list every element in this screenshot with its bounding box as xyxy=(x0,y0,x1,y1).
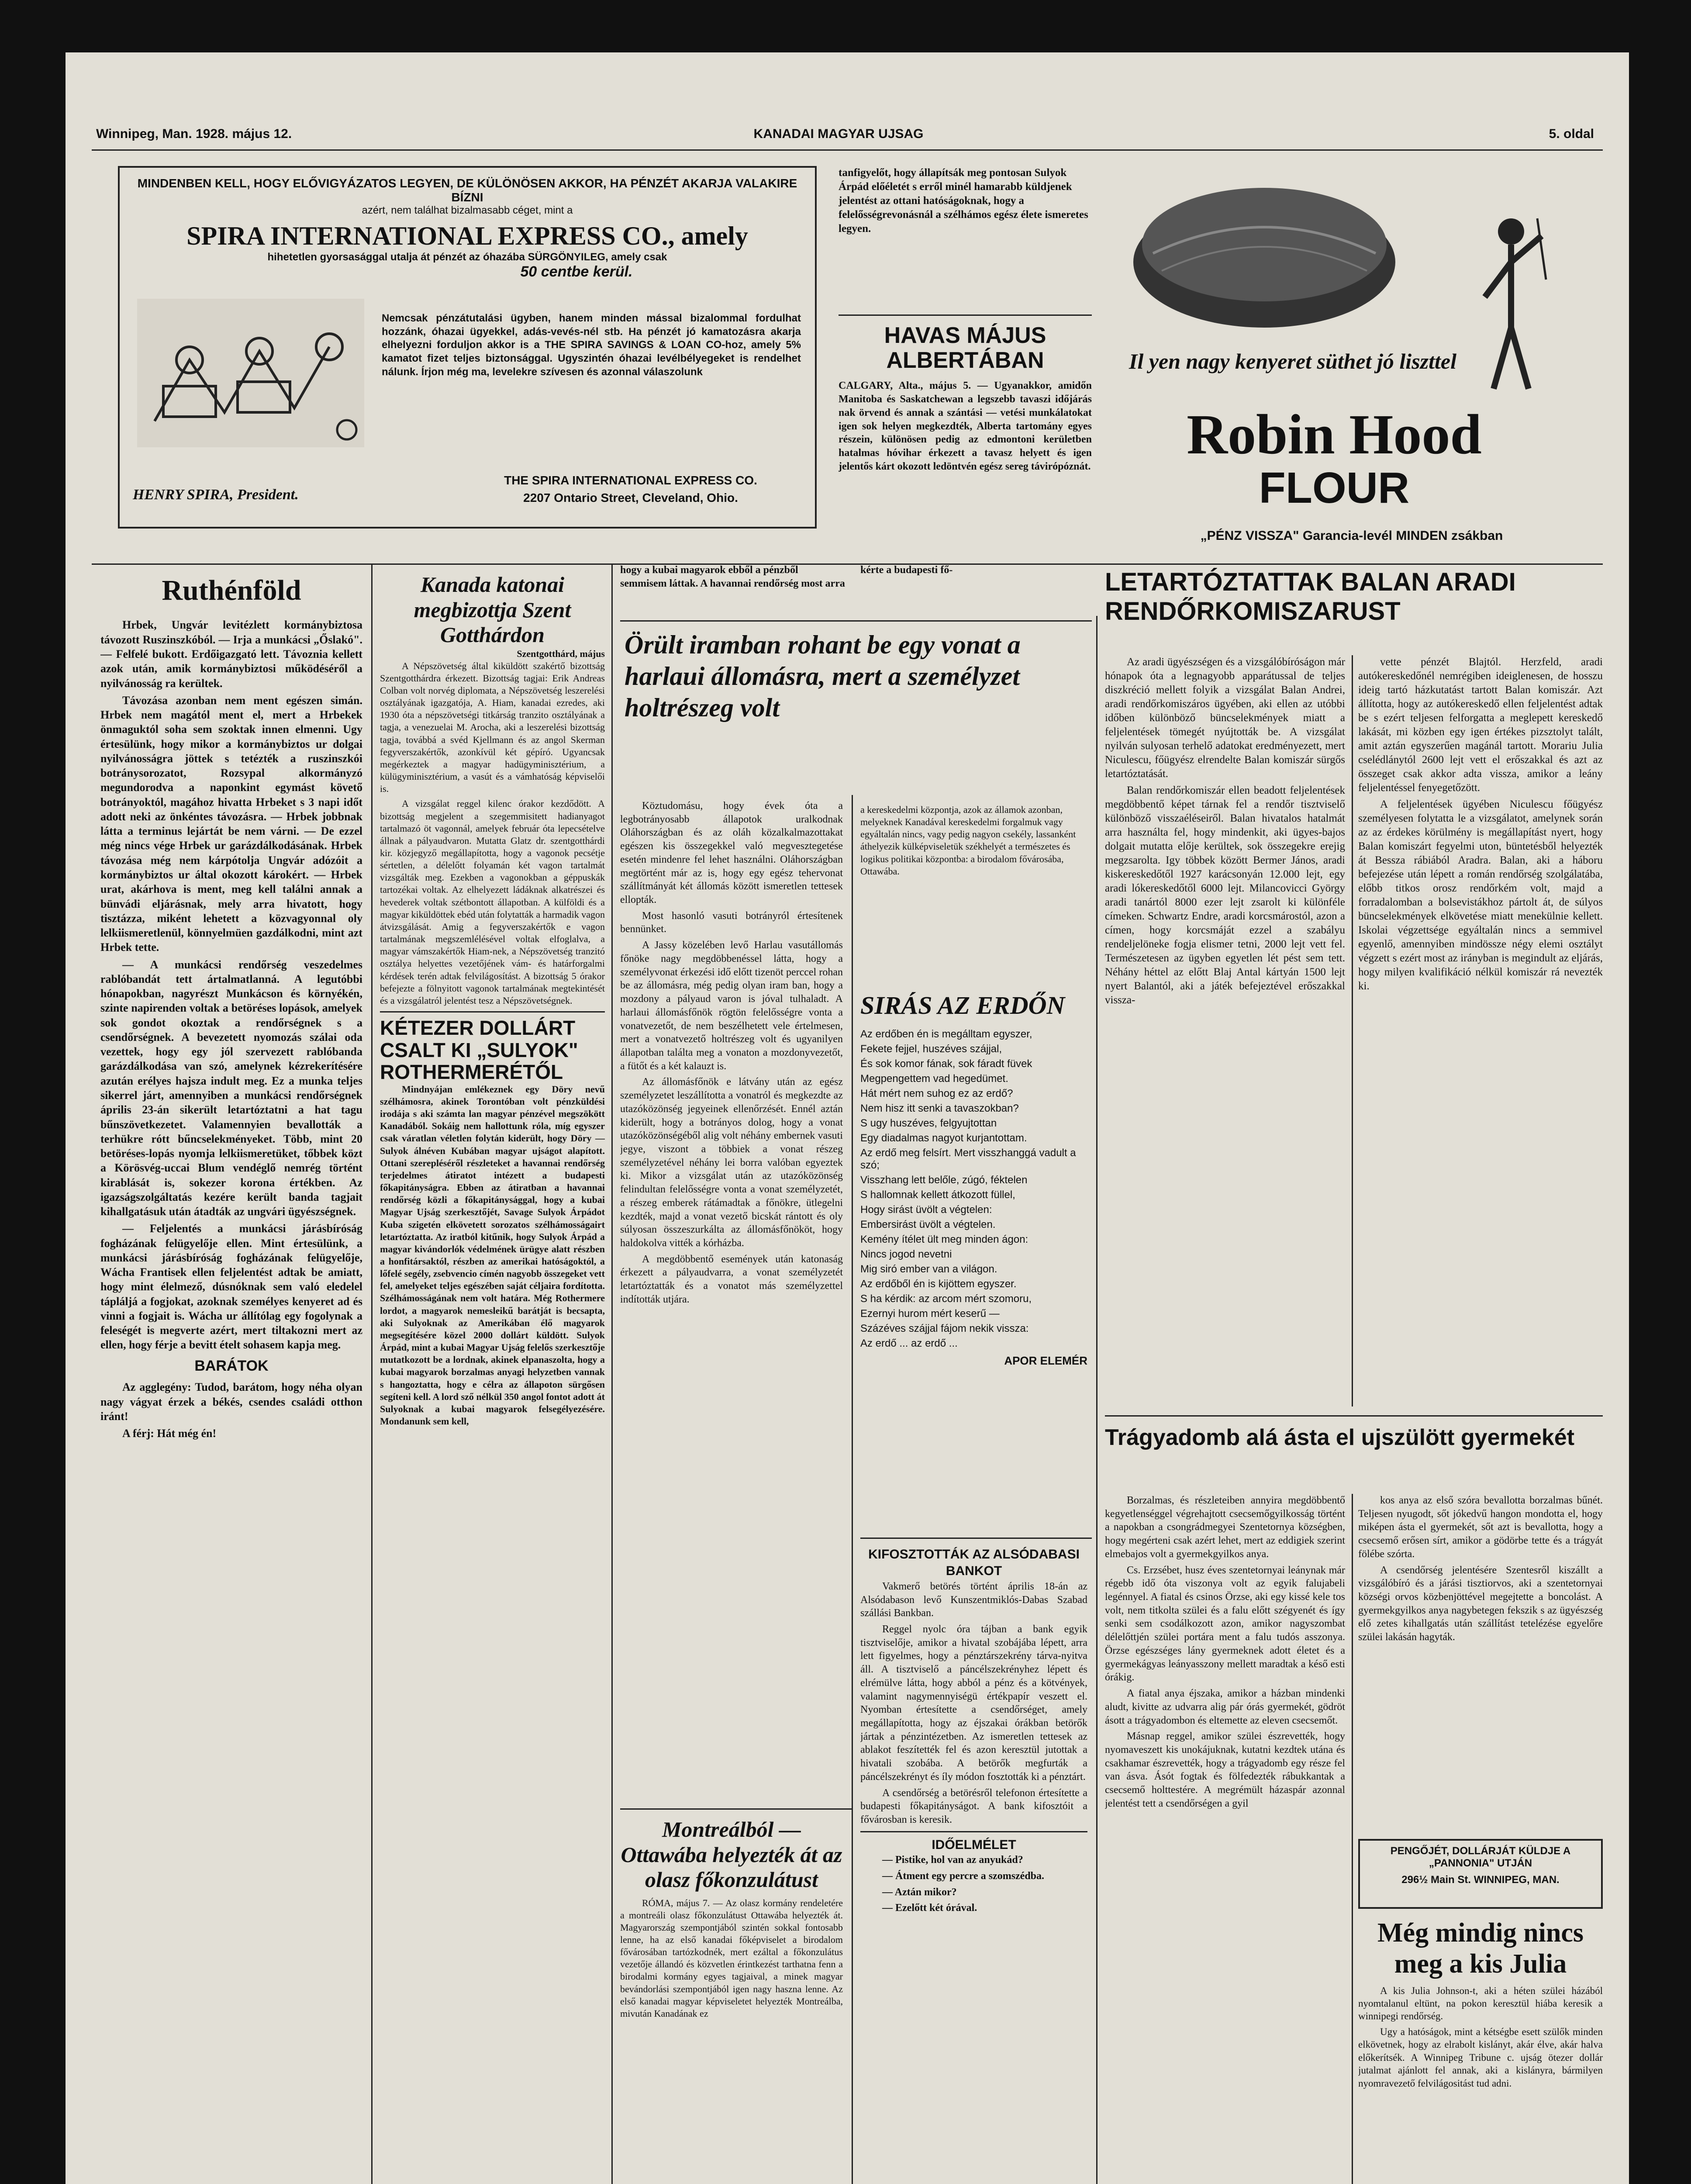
dory-continued: hogy a kubai magyarok ebből a pénzből semmisem láttak. A havannai rendőrség most arra kérte a budapesti fő- xyxy=(620,564,953,589)
ruthen-para-4: — Feljelentés a munkácsi járásbíróság fogházának felügyelője ellen. Mint értesülünk, a munkácsi járásbíróság fogházának felügyelője, Wácha Frantisek ellen feljelentést adtak be amiatt, hogy mint élelmező, dúsnóknak sem való eledelel tápláljá a fogjokat, azoknak személyes kenyeret ad és vinni a fogjait is. Wácha ur állítólag egy fogolynak a feleségét is megverte azért, mert tiltakozni mert az ellen, hogy férje a bevitt ételt sohasem kapja meg. xyxy=(100,1222,362,1351)
baratok-line-1: Az agglegény: Tudod, barátom, hogy néha olyan nagy vágyat érzek a békés, csendes családi otthon iránt! xyxy=(100,1381,362,1423)
rule xyxy=(620,620,1092,622)
masthead-page: 5. oldal xyxy=(1549,127,1594,141)
archer-illustration xyxy=(1467,210,1555,397)
ruthen-para-1: Hrbek, Ungvár levitézlett kormánybiztosa távozott Ruszinszkóból. — Irja a munkácsi „Őslakó". — Felfelé bukott. Erdőigazgató lett. Távoznia kellett azok után, amik kormánybiztosi működéséről a nyilvánosság ra kerültek. xyxy=(100,619,362,690)
spira-company: SPIRA INTERNATIONAL EXPRESS CO., amely xyxy=(186,221,748,250)
bank-para-1: Vakmerő betörés történt április 18-án az Alsódabason levő Kunszentmiklós-Dabas Szabad szállási Bankban. xyxy=(860,1580,1087,1619)
ruthen-article xyxy=(100,572,362,2184)
masthead-rule xyxy=(92,149,1603,151)
rule xyxy=(1105,1415,1603,1417)
spira-price: 50 centbe kerül. xyxy=(520,263,633,280)
bank-para-2: Reggel nyolc óra tájban a bank egyik tisztviselője, amikor a hivatal szobájába lépett, arra lett figyelmes, hogy a pénztárszekrény tárva-nyitva áll. A tisztviselő a páncélszekrényhez lépett és elrémülve látta, hogy abból a pénz és a kötvények, valamint nagymennyiségü értékpapír veszett el. Nyomban értesítette a csendőrséget, amely megállapította, hogy az éjszakai órákban betörők jártak a pénzintézetben. Az ismeretlen tettesek az ablakot feszítették fel és azon keresztül jutottak a hivatali szobába. A betörők megfurták a páncélszekrényt és íly módon fosztották ki a pénztárt. xyxy=(860,1623,1087,1783)
column-rule xyxy=(611,563,613,2184)
gotthard-para-2: A vizsgálat reggel kilenc órakor kezdődött. A bizottság megjelent a szegemmisitett hadianyagot tartalmazó öt vagonnál, amelyek február óta lepecsételve állnak a pályaudvaron. Mutatta Glatz dr. szentgotthárdi kir. közjegyző megállapította, hogy a vagonok pecsétje sértetlen, a délelőtt folyamán két vagon tartalmát vizsgálták meg. Ezekben a vagonokban a géppuskák tartozékai voltak. Az elhelyezett ládáknak alkatrészei és hevederek voltak szétbontott állapotban. A külföldi és a magyar kiküldöttek ebéd után folytatták a harmadik vagon átvizsgálását. Amig a fegyverszakértők e vagon tartalmának megszemlélésével voltak elfoglalva, a magyar vámszakértők Hiam-nek, a Népszövetség tranzitó osztálya helyettes vezetőjének vám- és határforgalmi kérdések terén adtak felvilágosítást. A bizottság 5 órakor befejezte a fölnyitott vagonok tartalmának megtekintését és a vizsgálatról jelentést tesz a Népszövetségnek. xyxy=(380,798,605,1006)
bank-article xyxy=(860,1546,1087,2140)
idoelmelet-line-3: — Aztán mikor? xyxy=(882,1886,957,1898)
julia-title: Még mindig nincs meg a kis Julia xyxy=(1377,1918,1584,1979)
poem-line: Ezernyi hurom mért keserű — xyxy=(860,1307,1000,1320)
robin-flour: FLOUR xyxy=(1259,463,1410,512)
tragyadomb-para-6: A csendőrség jelentésére Szentesről kiszállt a vizsgálóbíró és a járási tisztiorvos, aki a szentetornyai községi orvos közbenjöttével megejtette a boncolást. A gyermekgyilkos anya nagybetegen fekszik s az ügyészség elő zetes kihallgatás után szállítást tetelézése egyelőre szülei lakásán hagyták. xyxy=(1358,1564,1603,1643)
siras-author: APOR ELEMÉR xyxy=(1004,1354,1087,1367)
orult-para-5: A megdöbbentő események után katonaság érkezett a pályaudvarra, a vonat személyzetét letartóztatták és a vonatot más személyzettel indították utjára. xyxy=(620,1253,843,1305)
balan-para-1: Az aradi ügyészségen és a vizsgálóbíróságon már hónapok óta a legnagyobb apparátussal de teljes diszkréció mellett folyik a vizsgálat Balan Andrei, aradi rendőrkomiszáros ügyében, aki ellen az utóbbi időben különböző büncselekmények miatt a feljelentések tömegét nyújtották be. A vizsgálat nyilván sulyosan terhelő adatokat eredményezett, mert Niculescu, főügyész elrendelte Balan komiszár sürgős letartóztatását. xyxy=(1105,656,1345,780)
tragyadomb-col2 xyxy=(1358,1494,1603,1830)
robin-brand: Robin Hood xyxy=(1187,403,1482,466)
gotthard-dateline: Szentgotthárd, május xyxy=(517,648,605,659)
gotthard-para-1: A Népszövetség által kiküldött szakértő bizottság Szentgotthárdra érkezett. Bizottság tagjai: Erik Andreas Colban volt norvég diplomata, a Népszövetség leszerelési osztályának igazgatója, A. Hiam, kanadai ezredes, aki 1930 óta a népszövetségi titkárság tranzito osztályának a tagja, a venezuelai M. Arocha, aki a leszerelési bizottság tagja, továbbá a svéd Kjellmann és az angol Skerman fegyverszakértők, azonkívül két gépíró. Ugyancsak megérkeztek a magyar hadügyminisztérium, a külügyminisztérium, a vasút és a vámhatóság képviselői is. xyxy=(380,660,605,795)
poem-line: Az erdőből én is kijöttem egyszer. xyxy=(860,1278,1017,1290)
rule xyxy=(860,1831,1087,1832)
idoelmelet-line-1: — Pistike, hol van az anyukád? xyxy=(882,1854,1023,1866)
ruthen-para-2: Távozása azonban nem ment egészen simán. Hrbek nem magától ment el, mert a Hrbekek önmaguktól soha sem szoktak innen elmenni. Ugy értesülünk, hogy mikor a kormánybiztos ur dolgai nyilvánosságra jöttek s tetézték a ruszinszkói botránysorozatot, Rozsypal alkormányzó megundorodva a naponkint egymást követő botrányoktól, magához hivatta Hrbeket s 3 napi időt adott neki az önkéntes távozásra. — Hrbek jobbnak látta a terminus lejártát be nem várni. — De ezzel még nincs vége Hrbek ur garázdálkodásának. Hrbek távozása még nem kárpótolja Ungvár adózóit a kormánybiztos ur által okozott károkért. — Hrbek urat, akárhova is ment, meg kell találni annak a bünvádi eljárásnak, mely arra hivatott, hogy tisztázza, miként lehetett a közvagyonnal oly lelkiismeretlenül, könnyelmüen gazdálkodni, mint azt Hrbek tette. xyxy=(100,694,362,954)
sulyok-continued: tanfigyelőt, hogy állapítsák meg pontosan Sulyok Árpád előéletét s erről minél hamarabb küldjenek jelentést az ottani hatóságoknak, hogy a felelősségrevonásnál a szélhámos egész élete ismeretes legyen. xyxy=(839,167,1088,235)
julia-para-1: A kis Julia Johnson-t, aki a héten szülei házából nyomtalanul eltünt, na pokon keresztül hiába keresik a winnipegi rendőrség. xyxy=(1358,1985,1603,2022)
tragyadomb-para-4: Másnap reggel, amikor szülei észrevették, hogy nyomaveszett kis unokájuknak, kutatni kezdtek utána és csakhamar észrevették, hogy a trágyadomb egy része fel van ásva. Ásót fogtak és fölfedezték rábukkantak a csecsemő holttestére. A megrémült házaspár azonnal jelentést tett a csendőrségen a gyil xyxy=(1105,1731,1345,1809)
siras-poem xyxy=(860,992,1087,1533)
poem-line: Az erdőben én is megálltam egyszer, xyxy=(860,1028,1032,1040)
poem-line: S ugy huszéves, felgyujtottan xyxy=(860,1117,997,1129)
poem-line: Embersirást üvölt a végtelen. xyxy=(860,1218,996,1230)
idoelmelet-title: IDŐELMÉLET xyxy=(932,1837,1016,1852)
poem-line: Nem hisz itt senki a tavaszokban? xyxy=(860,1102,1019,1114)
poem-line: Fekete fejjel, huszéves szájjal, xyxy=(860,1043,1002,1055)
tragyadomb-col1 xyxy=(1105,1494,1345,2184)
idoelmelet-line-4: — Ezelőtt két órával. xyxy=(882,1902,977,1914)
julia-article xyxy=(1358,1918,1603,2184)
newspaper-page xyxy=(66,52,1629,2184)
orult-title: Örült iramban rohant be egy vonat a harlaui állomásra, mert a személyzet holtrészeg volt xyxy=(625,630,1021,722)
montreal-title: Montreálból — Ottawába helyezték át az olasz főkonzulátust xyxy=(621,1817,842,1892)
robin-slogan: Il yen nagy kenyeret süthet jó liszttel xyxy=(1129,349,1456,373)
tragyadomb-para-2: Cs. Erzsébet, husz éves szentetornyai leánynak már régebb idő óta viszonya volt az egyik falujabeli legénnyel. A fiatal és csinos Örzse, aki egy kissé kele tos volt, nem titkolta szülei és a falu előtt szégyenét és így senki sem csodálkozott azon, amikor nagyszombat délelőttjén szülei portára ment a falu tudós asszonya. Örzse egészséges lány gyermeknek adott életet és a gyermekágyas leányasszony mellett maradtak a késő esti órákig. xyxy=(1105,1564,1345,1683)
masthead-title: KANADAI MAGYAR UJSAG xyxy=(753,127,924,141)
pannonia-line-1: PENGŐJÉT, DOLLÁRJÁT KÜLDJE A „PANNONIA" UTJÁN xyxy=(1390,1845,1571,1869)
gotthard-article xyxy=(380,572,605,2184)
baratok-line-2: A férj: Hát még én! xyxy=(122,1427,217,1440)
tragyadomb-title: Trágyadomb alá ásta el ujszülött gyermekét xyxy=(1105,1425,1575,1450)
idoelmelet-line-2: — Átment egy percre a szomszédba. xyxy=(882,1870,1045,1882)
spira-president: HENRY SPIRA, President. xyxy=(133,487,299,503)
poem-line: Kemény ítélet ült meg minden ágon: xyxy=(860,1233,1028,1245)
gotthard-title: Kanada katonai megbizottja Szent Gotthárdon xyxy=(414,572,571,647)
column-rule xyxy=(1096,616,1097,2184)
pannonia-line-2: 296½ Main St. WINNIPEG, MAN. xyxy=(1401,1874,1560,1886)
poem-line: S ha kérdik: az arcom mért szomoru, xyxy=(860,1292,1032,1305)
tragyadomb-para-5: kos anya az első szóra bevallotta borzalmas bűnét. Teljesen nyugodt, sőt jókedvű hangon mondotta el, hogy miképen ásta el gyermekét, sőt azt is bevallotta, hogy a csecsemő erősen sírt, amikor a gödörbe tette és a trágyát fölébe szórta. xyxy=(1358,1495,1603,1560)
montreal-para-1: RÓMA, május 7. — Az olasz kormány rendeletére a montreáli olasz főkonzulátust Ottawába helyezték át. Magyarország szempontjából szintén sokkal fontosabb lenne, ha az első kanadai főképviselet a birodalom fővárosában tartózkodnék, mert ezáltal a főkonzulátus vezetője állandó és közvetlen érintkezést tarthatna fenn a birodalmi kormány egyes tagjaival, a minek magyar bevándorlási szempontjából igen nagy haszna lenne. Az első kanadai magyar képviseletet helyezték Montreálba, mivután Kanadának ez xyxy=(620,1897,843,2019)
spira-line2: azért, nem találhat bizalmasabb céget, mint a xyxy=(362,204,573,216)
poem-line: Hogy sirást üvölt a végtelen: xyxy=(860,1203,992,1216)
balan-para-4: A feljelentések ügyében Niculescu főügyész személyesen folytatta le a vizsgálatot, amelynek során az az érdekes körülmény is megállapítást nyert, hogy Balan komiszárt fegyelmi uton, büntetésből helyezték át Bessza rábiából Aradra. Balan, aki a háboru befejezése után lépett a román rendőrség szolgálatába, előbb titkos orosz rendőrkém volt, majd a forradalomban a bolsevistákhoz pártolt át, de súlyos büncselekmények elkövetése miatt menekülnie kellett. Iskolai végzettsége egyáltalán nincs a semmivel egyenlő, amennyiben mindössze négy elemi osztályt végzett s ezért most az irányban is megindult az eljárás, hogy milyen kvalifikáció nélkül komiszár rá nevezték ki. xyxy=(1358,798,1603,992)
balan-para-3: vette pénzét Blajtól. Herzfeld, aradi autókereskedőnél nemrégiben ideiglenesen, de hosszu ideig tartó házkutatást tartott Balan komiszár. Azt állította, hogy az autókereskedő ellen feljelentést adtak be s ezért teljesen felforgatta a meglepett kereskedő lakását, mi közben egy igen értékes pizsztolyt talált, amit aztán egyszerűen magánál tartott. Morariu Julia cselédlánytól 2600 lejt vett el erőszakkal és azt az összeget csak akkor adta vissza, amikor a leány feljelentéssel fenyegetőzött. xyxy=(1358,656,1603,794)
spira-line3: hihetetlen gyorsasággal utalja át pénzét az óhazába SÜRGÖNYILEG, amely csak xyxy=(267,251,667,263)
masthead-date: Winnipeg, Man. 1928. május 12. xyxy=(96,127,292,141)
spira-address-1: THE SPIRA INTERNATIONAL EXPRESS CO. xyxy=(504,473,757,487)
julia-para-2: Ugy a hatóságok, mint a kétségbe esett szülők minden elkövetnek, hogy az elrabolt kislányt, akár élve, akár halva előkerítsék. A Winnipeg Tribune c. ujság ötezer dollár jutalmat ajánlott fel annak, aki a kislányra, bármilyen nyomravezető felvilágositást tud adni. xyxy=(1358,2026,1603,2089)
pannonia-ad xyxy=(1358,1839,1603,1909)
poem-line: Nincs jogod nevetni xyxy=(860,1248,952,1260)
bread-illustration xyxy=(1122,166,1406,332)
spira-ad xyxy=(118,166,817,529)
poem-line: Mig siró ember van a világon. xyxy=(860,1263,997,1275)
dory-para-1: Mindnyájan emlékeznek egy Döry nevű szélhámosra, akinek Torontóban volt pénzküldési irodája s aki számta lan magyar pénzével megszökött Kanadából. Sokáig nem hallottunk róla, míg egyszer csak váratlan véletlen folytán kiderült, hogy Döry — Sulyok álnéven Kubában magyar ujságot alapított. Ottani szerepléséről részleteket a havannai rendőrség terjedelmes átiratot intézett a budapesti főkapitányságra. Ebben az átiratban a havannai rendőrség közli a főkapitánysággal, hogy a kubai Magyar Ujság szerkesztőjét, Savage Sulyok Árpádot Kuba szigetén elkövetett sorozatos szélhámosságairt letartóztatta. Az iratból kitűnik, hogy Sulyok Árpád a magyar kivándorlók védelmének ürügye alatt részben a honfitársaktól, részben az amerikai hatóságoktól, a lőfelé segély, zsebvencio címén nagyobb összegeket vett fel, amelyeket teljes egészében saját céljaira fordította. Szélhámosságának nem volt határa. Még Rothermere lordot, a magyarok nemesleikű barátját is becsapta, aki Sulyoknak az Amerikában élő magyarok megsegítésére közel 2000 dollárt küldött. Sulyok Árpád, mint a kubai Magyar Ujság felelős szerkesztője mutatkozott be a lordnak, akinek elpanaszolta, hogy a kubai magyarok borzalmas anyagi helyzetben vannak s hangoztatta, hogy e célra az állapoton sürgősen segíteni kell. A lord sző nélkül 350 angol fontot adott át Sulyoknak a kubai magyarok felsegélyezésére. Mondanunk sem kell, xyxy=(380,1083,605,1427)
poem-line: Egy diadalmas nagyot kurjantottam. xyxy=(860,1132,1027,1144)
havas-body: CALGARY, Alta., május 5. — Ugyanakkor, amidőn Manitoba és Saskatchewan a legszebb tavaszi időjárás nak örvend és annak a szántási — vetési munkálatokat igen sok helyen megkezdték, Alberta tartomány egyes részein, különösen pedig az edmontoni kerületben hatalmas hóvihar érkezett a tavasz helyett és igen jelentős kárt okozott ledöntvén egész sereg távirópóznát. xyxy=(839,380,1092,472)
orult-col2: a kereskedelmi központja, azok az államok azonban, melyeknek Kanadával kereskedelmi forgalmuk vagy egyáltalán nincs, vagy pedig nagyon csekély, lassanként áthelyezik külképviseletük székhelyét a természetes és logikus politikai központba: a birodalom fővárosába, Ottawába. xyxy=(860,804,1076,877)
havas-article xyxy=(839,323,1092,542)
orult-article xyxy=(620,799,843,1804)
poem-line: Visszhang lett belőle, zúgó, féktelen xyxy=(860,1174,1028,1186)
orult-para-4: Az állomásfőnök e látvány után az egész személyzetet leszállította a vonatról és megkezdte az utazóközönség jegyeinek ellenőrzését. Ennél aztán kiderült, hogy a botrányos dolog, hogy a vonat utazóközönségéből alig volt néhány embernek vasuti jegye, viszont a többiek a vonat részeg személyzetével néhány lei borra valóban egyeztek ki. Mikor a vizsgálat után az utazóközönség felindultan felelősségre vonta a vonat személyzetét, a részeg emberek rátámadtak a főnökre, ütlegelni kezdték, majd a vonat vezető bicskát rántott és oly súlyosan összeszurkálta az állomásfőnököt, hogy haldokolva vitték a kórházba. xyxy=(620,1076,843,1249)
balan-col2 xyxy=(1358,655,1603,1411)
robin-hood-ad xyxy=(1105,166,1607,559)
bank-para-3: A csendőrség a betörésről telefonon értesítette a budapesti főkapitányságot. A bank kifosztóit a fővárosban is keresik. xyxy=(860,1787,1087,1825)
poem-line: Megpengettem vad hegedümet. xyxy=(860,1072,1008,1085)
spira-address-2: 2207 Ontario Street, Cleveland, Ohio. xyxy=(523,491,738,505)
tragyadomb-para-3: A fiatal anya éjszaka, amikor a házban mindenki aludt, kivitte az udvarra alig pár órás gyermekét, gödröt ásott a trágyadombon és eltemette az eleven csecsemőt. xyxy=(1105,1688,1345,1726)
spira-body: Nemcsak pénzátutalási ügyben, hanem minden mással bizalommal fordulhat hozzánk, óhazai ügyekkel, adás-vevés-nél stb. Ha pénzét jó kamatozásra akarja elhelyezni forduljon akkor is a THE SPIRA SAVINGS & LOAN CO-hoz, amely 5% kamatot fizet teljes biztonsággal. Ugyszintén óhazai levélbélyegeket is rendelhet nálunk. Írjon még ma, levelekre szívesen és azonnal válaszolunk xyxy=(382,312,801,378)
balan-para-2: Balan rendőrkomiszár ellen beadott feljelentések megdöbbentő képet tárnak fel a rendőr tisztviselő különböző visszaéléseiről. Balan hivatalos hatalmát arra használta fel, hogy mindenkit, aki ügyes-bajos dolgait mutatta elője kerültek, sok összegekre erejig megzsarolta. Igy többek között Bermer János, aradi kiskereskedőtől 1927 karácsonyán 12.000 lejt, egy aradi lókereskedőtől 6000 lejt. Milancovicci György aradi tanártól 8000 ezer lejt zsarolt ki különféle címeken. Schwartz Endre, aradi korcsmárostól, azon a címen, hogy korcsmáját ezzel a szabályu rendeljelöneke fogja elismer tetni, 2000 lejt vett fel. Természetesen az ügyben egyetlen lét pést sem tett. Néhány héttel az előtt Blaj Antal kártyán 1500 lejt nyert Balantól, aki a játék befejeztével erőszakkal vissza- xyxy=(1105,784,1345,1006)
rule xyxy=(620,1808,852,1810)
poem-line: S hallomnak kellett átkozott füllel, xyxy=(860,1189,1015,1201)
poem-line: Hát mért nem suhog ez az erdő? xyxy=(860,1087,1013,1099)
ruthen-title: Ruthénföld xyxy=(162,574,301,606)
column-rule xyxy=(1352,1494,1353,2184)
siras-lines xyxy=(860,1028,1087,1350)
orult-para-2: Most hasonló vasuti botrányról értesítenek bennünket. xyxy=(620,910,843,935)
column-rule xyxy=(1352,655,1353,1406)
rule xyxy=(380,1011,605,1013)
havas-title: HAVAS MÁJUS ALBERTÁBAN xyxy=(884,323,1046,373)
siras-title: SIRÁS AZ ERDŐN xyxy=(860,992,1065,1019)
rule xyxy=(839,314,1092,316)
column-rule xyxy=(852,795,853,2184)
tragyadomb-para-1: Borzalmas, és részleteiben annyira megdöbbentő kegyetlenséggel végrehajtott csecsemőgyilkosság történt a napokban a csongrádmegyei Szentetornya községben, hogy megérteni csak azért lehet, mert az eddigiek szerint elmebajos volt a gyermekgyilkos anya. xyxy=(1105,1495,1345,1560)
robin-guarantee: „PÉNZ VISSZA" Garancia-levél MINDEN zsákban xyxy=(1200,529,1503,543)
rule xyxy=(860,1538,1092,1539)
orult-para-3: A Jassy közelében levő Harlau vasutállomás főnöke nagy megdöbbenéssel látta, hogy a személyvonat érkezési idő előtt tizenöt perccel rohan be az állomásra, még pedig olyan iram ban, hogy a mozdony a pályaud varon is jóval tulhaladt. A harlaui állomásfőnök rögtön felelősségre vonta a vonatvezetőt, de nem beszélhetett vele értelmesen, mert a vonatvezető holtrészeg volt és ugyanilyen állapotban találta meg a vonaton a mozdonyvezetőt, a fütőt és a két kalauzt is. xyxy=(620,940,843,1072)
ruthen-para-3: — A munkácsi rendőrség veszedelmes rablóbandát tett ártalmatlanná. A legutóbbi hónapokban, nagyrészt Munkácson és környékén, szinte napirenden voltak a betöréses lopások, amelyek sok gondot okoztak a rendőrségnek s a csendőrségnek. A bevezetett nyomozás szálai oda vezettek, hogy egy jól szervezett rablóbanda garázdálkodása van szó, amelynek kézrekerítésére azután erélyes hajsza indult meg. Ez a munka teljes sikerrel járt, amennyiben a munkácsi rendőrségnek április 23-án sikerült letartóztatni a hat tagu bűnszövetkezetet. Valamennyien bevallották a terhükre rótt bűncselekményeket. Több, mint 20 betöréses-lopás nyomja lelkiismeretüket, tőbbek közt a Körösvég-uccai Blum vendéglő nemrég történt kirablását is, sokezer korona értékben. Az igazságszolgáltatás kezére került banda tagjait kihallgatásuk után átadták az ungvári ügyészségnek. xyxy=(100,958,362,1218)
bank-title: KIFOSZTOTTÁK AZ ALSÓDABASI BANKOT xyxy=(868,1547,1080,1579)
montreal-article xyxy=(620,1817,843,2184)
spira-illustration xyxy=(137,299,364,447)
balan-title: LETARTÓZTATTAK BALAN ARADI RENDŐRKOMISZARUST xyxy=(1105,568,1516,625)
orult-para-1: Köztudomásu, hogy évek óta a legbotrányosabb állapotok uralkodnak Oláhországban és az oláh közalkalmazottakat egészen kis összegekkel való megvesztegetése esetén mindenre fel lehet használni. Oláhországban megtörtént már az is, hogy egy egész tehervonat szállítmányát két állomás között ismeretlen tettesek ellopták. xyxy=(620,800,843,906)
spira-line1: MINDENBEN KELL, HOGY ELŐVIGYÁZATOS LEGYEN, DE KÜLÖNÖSEN AKKOR, HA PÉNZÉT AKARJA VALAKIRE BÍZNI xyxy=(137,176,797,204)
dory-title: KÉTEZER DOLLÁRT CSALT KI „SULYOK" ROTHERMERÉTŐL xyxy=(380,1016,578,1084)
poem-line: És sok komor fának, sok fáradt füvek xyxy=(860,1057,1032,1070)
poem-line: Az erdő meg felsírt. Mert visszhanggá vadult a szó; xyxy=(860,1147,1076,1171)
baratok-title: BARÁTOK xyxy=(194,1357,269,1374)
poem-line: Az erdő ... az erdő ... xyxy=(860,1337,958,1349)
balan-col1 xyxy=(1105,655,1345,1411)
poem-line: Százéves szájjal fájom nekik vissza: xyxy=(860,1322,1029,1334)
column-rule xyxy=(371,563,373,2184)
